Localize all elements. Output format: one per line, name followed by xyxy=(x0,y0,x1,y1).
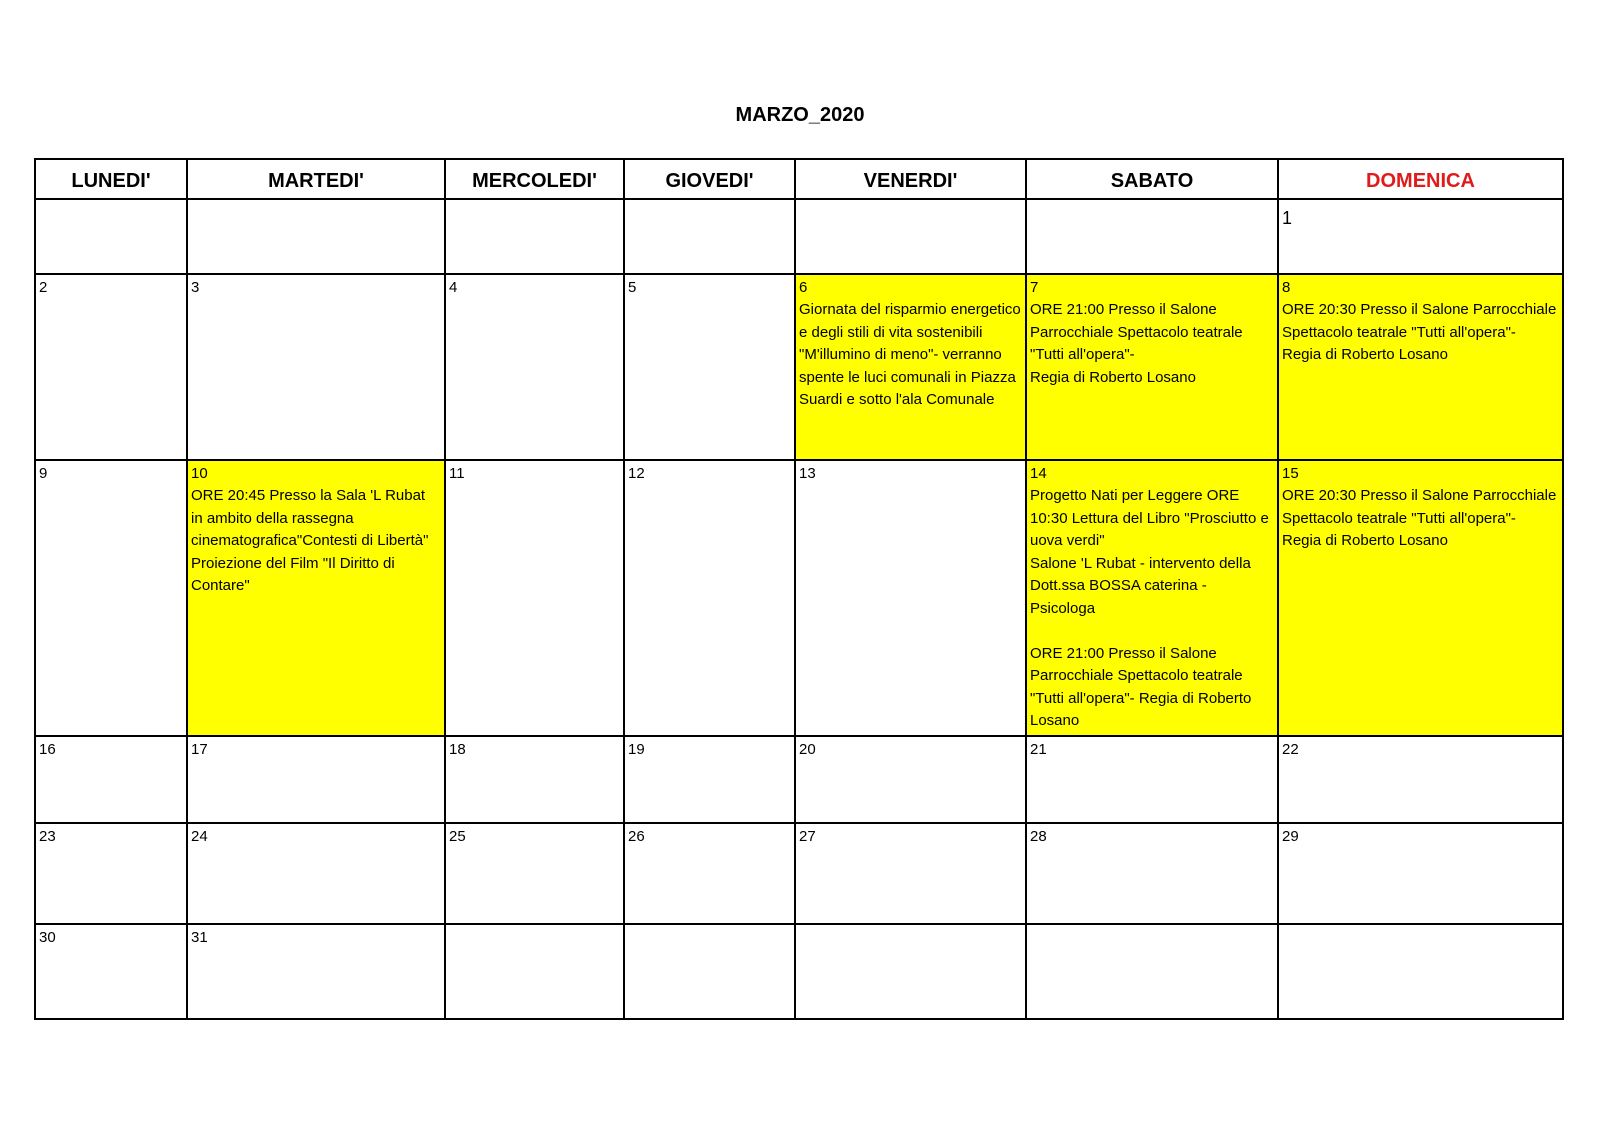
day-number: 31 xyxy=(191,929,208,947)
weekday-header-row xyxy=(35,159,1563,199)
weekday-header-friday: VENERDI' xyxy=(795,159,1026,199)
weekday-header-sunday: DOMENICA xyxy=(1278,159,1563,199)
day-cell xyxy=(35,736,187,823)
day-number: 18 xyxy=(449,741,466,759)
day-number: 21 xyxy=(1030,741,1047,759)
week-row xyxy=(35,736,1563,823)
event-day-cell xyxy=(187,460,445,737)
week-row xyxy=(35,460,1563,737)
day-cell xyxy=(624,460,795,737)
day-number: 2 xyxy=(39,278,48,296)
day-number: 23 xyxy=(39,828,56,846)
week-row xyxy=(35,199,1563,274)
day-cell xyxy=(624,823,795,924)
week-row xyxy=(35,924,1563,1019)
weekday-header-thursday: GIOVEDI' xyxy=(624,159,795,199)
day-number: 13 xyxy=(799,464,816,482)
day-cell xyxy=(624,274,795,460)
day-number: 8 xyxy=(1282,278,1291,296)
day-cell xyxy=(1278,199,1563,274)
day-number: 26 xyxy=(628,828,645,846)
day-number: 9 xyxy=(39,464,48,482)
day-cell xyxy=(795,199,1026,274)
day-cell xyxy=(795,924,1026,1019)
day-cell xyxy=(445,274,624,460)
day-cell xyxy=(445,924,624,1019)
day-cell xyxy=(1278,823,1563,924)
day-number: 4 xyxy=(449,278,458,296)
day-number: 25 xyxy=(449,828,466,846)
event-text: ORE 20:30 Presso il Salone Parrocchiale Spettacolo teatrale "Tutti all'opera"- Regia di Roberto Losano xyxy=(1282,301,1557,364)
weekday-header-saturday: SABATO xyxy=(1026,159,1278,199)
weekday-header-monday: LUNEDI' xyxy=(35,159,187,199)
day-number: 14 xyxy=(1030,464,1047,482)
day-cell xyxy=(187,736,445,823)
event-text: Giornata del risparmio energetico e degli stili di vita sostenibili "M'illumino di meno"- verranno spente le luci comunali in Piazza Suardi e sotto l'ala Comunale xyxy=(799,301,1021,409)
day-number: 30 xyxy=(39,929,56,947)
day-cell xyxy=(35,924,187,1019)
day-number: 28 xyxy=(1030,828,1047,846)
day-number: 6 xyxy=(799,278,808,296)
day-number: 22 xyxy=(1282,741,1299,759)
day-cell xyxy=(1026,199,1278,274)
day-cell xyxy=(35,199,187,274)
event-day-cell xyxy=(1026,460,1278,737)
day-number: 3 xyxy=(191,278,200,296)
event-text: Progetto Nati per Leggere ORE 10:30 Lettura del Libro "Prosciutto e uova verdi" Salone 'L Rubat - intervento della Dott.ssa BOSSA caterina - Psicologa ORE 21:00 Presso il Salone Parrocchiale Spettacolo teatrale "Tutti all'opera"- Regia di Roberto Losano xyxy=(1030,487,1269,730)
day-cell xyxy=(1278,924,1563,1019)
day-number: 27 xyxy=(799,828,816,846)
day-cell xyxy=(1026,736,1278,823)
event-day-cell xyxy=(1278,274,1563,460)
event-day-cell xyxy=(1278,460,1563,737)
day-cell xyxy=(624,736,795,823)
day-cell xyxy=(445,823,624,924)
day-cell xyxy=(795,736,1026,823)
event-text: ORE 21:00 Presso il Salone Parrocchiale Spettacolo teatrale "Tutti all'opera"- Regia di Roberto Losano xyxy=(1030,301,1243,386)
day-cell xyxy=(624,199,795,274)
day-number: 20 xyxy=(799,741,816,759)
day-number: 1 xyxy=(1282,208,1293,228)
day-number: 12 xyxy=(628,464,645,482)
day-cell xyxy=(35,460,187,737)
day-cell xyxy=(1026,823,1278,924)
day-number: 19 xyxy=(628,741,645,759)
day-cell xyxy=(795,460,1026,737)
day-cell xyxy=(445,460,624,737)
day-number: 29 xyxy=(1282,828,1299,846)
day-number: 5 xyxy=(628,278,637,296)
event-text: ORE 20:30 Presso il Salone Parrocchiale Spettacolo teatrale "Tutti all'opera"- Regia di Roberto Losano xyxy=(1282,487,1557,550)
day-number: 24 xyxy=(191,828,208,846)
day-cell xyxy=(624,924,795,1019)
event-day-cell xyxy=(795,274,1026,460)
week-row xyxy=(35,823,1563,924)
day-number: 7 xyxy=(1030,278,1039,296)
week-row xyxy=(35,274,1563,460)
day-cell xyxy=(1026,924,1278,1019)
day-cell xyxy=(1278,736,1563,823)
calendar-title: MARZO_2020 xyxy=(735,104,865,126)
day-number: 17 xyxy=(191,741,208,759)
weekday-header-wednesday: MERCOLEDI' xyxy=(445,159,624,199)
day-number: 11 xyxy=(449,464,465,482)
day-cell xyxy=(795,823,1026,924)
event-day-cell xyxy=(1026,274,1278,460)
day-cell xyxy=(445,199,624,274)
day-cell xyxy=(187,274,445,460)
day-cell xyxy=(187,199,445,274)
calendar-grid xyxy=(34,158,1564,1020)
day-number: 16 xyxy=(39,741,56,759)
day-number: 15 xyxy=(1282,464,1299,482)
day-cell xyxy=(187,823,445,924)
day-cell xyxy=(35,823,187,924)
day-cell xyxy=(445,736,624,823)
event-text: ORE 20:45 Presso la Sala 'L Rubat in ambito della rassegna cinematografica"Contesti di Libertà" Proiezione del Film "Il Diritto di Contare" xyxy=(191,487,429,595)
day-cell xyxy=(35,274,187,460)
day-number: 10 xyxy=(191,464,208,482)
day-cell xyxy=(187,924,445,1019)
weekday-header-tuesday: MARTEDI' xyxy=(187,159,445,199)
